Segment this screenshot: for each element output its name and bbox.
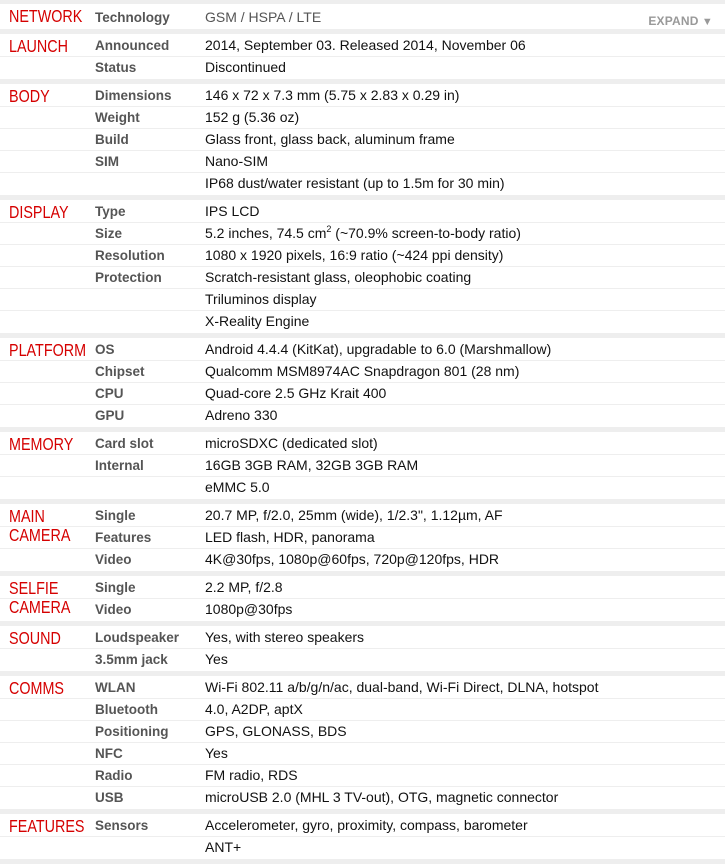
spec-row: [0, 56, 725, 78]
spec-row: [0, 360, 725, 382]
spec-label[interactable]: USB: [95, 790, 124, 805]
spec-value-text: (~70.9% screen-to-body ratio): [331, 225, 521, 241]
section-selfie-camera: [0, 576, 725, 626]
spec-value: 2.2 MP, f/2.8: [205, 579, 283, 595]
section-main-camera: [0, 504, 725, 576]
spec-label[interactable]: Single: [95, 508, 136, 523]
category-title-line: SELFIE: [9, 578, 59, 598]
spec-value: Adreno 330: [205, 407, 278, 423]
spec-value-text: 5.2 inches, 74.5 cm: [205, 225, 327, 241]
spec-value: LED flash, HDR, panorama: [205, 529, 375, 545]
spec-value: Yes: [205, 651, 228, 667]
spec-label[interactable]: Internal: [95, 458, 144, 473]
spec-label[interactable]: Technology: [95, 10, 170, 25]
spec-label[interactable]: Sensors: [95, 818, 149, 833]
spec-value: IP68 dust/water resistant (up to 1.5m for 30 min): [205, 175, 505, 191]
spec-label[interactable]: Card slot: [95, 436, 154, 451]
spec-label[interactable]: Dimensions: [95, 88, 172, 103]
spec-value: Quad-core 2.5 GHz Krait 400: [205, 385, 387, 401]
section-launch: [0, 34, 725, 84]
spec-row: [0, 201, 725, 222]
spec-value: FM radio, RDS: [205, 767, 298, 783]
section-memory: [0, 432, 725, 504]
spec-label[interactable]: Positioning: [95, 724, 169, 739]
superscript: 2: [326, 224, 332, 234]
spec-value: microUSB 2.0 (MHL 3 TV-out), OTG, magnetic connector: [205, 789, 559, 805]
spec-label[interactable]: Type: [95, 204, 126, 219]
spec-value: Nano-SIM: [205, 153, 269, 169]
spec-row: [0, 7, 725, 28]
section-platform: [0, 338, 725, 432]
spec-row: [0, 85, 725, 106]
spec-value: IPS LCD: [205, 203, 260, 219]
spec-row: [0, 339, 725, 360]
spec-row: [0, 106, 725, 128]
spec-row: [0, 310, 725, 332]
spec-row: [0, 742, 725, 764]
spec-row: [0, 526, 725, 548]
spec-label[interactable]: Status: [95, 60, 137, 75]
spec-label[interactable]: Radio: [95, 768, 133, 783]
spec-label[interactable]: Size: [95, 226, 123, 241]
spec-value: eMMC 5.0: [205, 479, 270, 495]
expand-button[interactable]: [648, 11, 713, 33]
spec-value: 16GB 3GB RAM, 32GB 3GB RAM: [205, 457, 419, 473]
category-title-line: MAIN: [9, 506, 45, 526]
spec-row: [0, 786, 725, 808]
spec-row: [0, 505, 725, 526]
spec-label[interactable]: Chipset: [95, 364, 145, 379]
spec-row: [0, 548, 725, 570]
spec-row: [0, 404, 725, 426]
spec-row: [0, 648, 725, 670]
spec-value: Yes: [205, 745, 228, 761]
spec-value: [205, 223, 521, 244]
spec-value: GSM / HSPA / LTE: [205, 9, 322, 25]
spec-value: Android 4.4.4 (KitKat), upgradable to 6.0 (Marshmallow): [205, 341, 552, 357]
spec-value: Qualcomm MSM8974AC Snapdragon 801 (28 nm): [205, 363, 520, 379]
spec-value: 20.7 MP, f/2.0, 25mm (wide), 1/2.3", 1.12µm, AF: [205, 507, 503, 523]
section-sound: [0, 626, 725, 676]
spec-label[interactable]: NFC: [95, 746, 123, 761]
category-title: NETWORK: [9, 6, 83, 26]
expand-label: EXPAND: [648, 14, 699, 28]
category-title: PLATFORM: [9, 340, 87, 360]
spec-row: [0, 476, 725, 498]
spec-row: [0, 266, 725, 288]
spec-label[interactable]: CPU: [95, 386, 124, 401]
spec-row: [0, 288, 725, 310]
spec-value: Scratch-resistant glass, oleophobic coating: [205, 269, 472, 285]
spec-value: microSDXC (dedicated slot): [205, 435, 378, 451]
spec-label[interactable]: Announced: [95, 38, 170, 53]
category-title: DISPLAY: [9, 202, 69, 222]
spec-row: [0, 598, 725, 620]
triangle-down-icon: ▼: [698, 16, 713, 28]
spec-value: 1080p@30fps: [205, 601, 293, 617]
spec-label[interactable]: WLAN: [95, 680, 136, 695]
spec-label[interactable]: GPU: [95, 408, 125, 423]
spec-row: [0, 150, 725, 172]
spec-value: 1080 x 1920 pixels, 16:9 ratio (~424 ppi density): [205, 247, 504, 263]
spec-value: Glass front, glass back, aluminum frame: [205, 131, 455, 147]
spec-label[interactable]: Resolution: [95, 248, 165, 263]
spec-value: Accelerometer, gyro, proximity, compass, barometer: [205, 817, 528, 833]
spec-value: 4.0, A2DP, aptX: [205, 701, 303, 717]
spec-value: ANT+: [205, 839, 242, 855]
spec-value: Yes, with stereo speakers: [205, 629, 365, 645]
spec-label[interactable]: Video: [95, 552, 132, 567]
section-features: [0, 814, 725, 864]
spec-row: [0, 128, 725, 150]
spec-row: [0, 222, 725, 244]
spec-row: [0, 720, 725, 742]
category-title: COMMS: [9, 678, 65, 698]
spec-label[interactable]: SIM: [95, 154, 120, 169]
spec-value: 2014, September 03. Released 2014, November 06: [205, 37, 526, 53]
spec-label[interactable]: Video: [95, 602, 132, 617]
spec-row: [0, 382, 725, 404]
spec-row: [0, 577, 725, 598]
spec-row: [0, 433, 725, 454]
category-title: SOUND: [9, 628, 61, 648]
spec-value: GPS, GLONASS, BDS: [205, 723, 347, 739]
spec-label[interactable]: Features: [95, 530, 152, 545]
spec-value: Triluminos display: [205, 291, 317, 307]
spec-label[interactable]: Bluetooth: [95, 702, 158, 717]
section-network: [0, 0, 725, 34]
spec-label[interactable]: Loudspeaker: [95, 630, 180, 645]
spec-label[interactable]: 3.5mm jack: [95, 652, 168, 667]
spec-value: Wi-Fi 802.11 a/b/g/n/ac, dual-band, Wi-Fi Direct, DLNA, hotspot: [205, 679, 599, 695]
category-title-line: CAMERA: [9, 525, 71, 545]
spec-row: [0, 677, 725, 698]
category-title: MEMORY: [9, 434, 74, 454]
spec-label[interactable]: Single: [95, 580, 136, 595]
spec-label[interactable]: Build: [95, 132, 129, 147]
spec-row: [0, 698, 725, 720]
category-title-line: CAMERA: [9, 597, 71, 617]
spec-row: [0, 764, 725, 786]
section-comms: [0, 676, 725, 814]
spec-value: Discontinued: [205, 59, 286, 75]
spec-value: 4K@30fps, 1080p@60fps, 720p@120fps, HDR: [205, 551, 500, 567]
spec-value: 146 x 72 x 7.3 mm (5.75 x 2.83 x 0.29 in): [205, 87, 460, 103]
section-body: [0, 84, 725, 200]
category-title: LAUNCH: [9, 36, 69, 56]
spec-value: 152 g (5.36 oz): [205, 109, 300, 125]
spec-row: [0, 35, 725, 56]
section-display: [0, 200, 725, 338]
spec-value: X-Reality Engine: [205, 313, 310, 329]
spec-row: [0, 172, 725, 194]
spec-label[interactable]: Protection: [95, 270, 162, 285]
spec-row: [0, 627, 725, 648]
spec-row: [0, 836, 725, 858]
category-title: FEATURES: [9, 816, 85, 836]
spec-row: [0, 244, 725, 266]
spec-row: [0, 815, 725, 836]
spec-row: [0, 454, 725, 476]
spec-label[interactable]: OS: [95, 342, 115, 357]
category-title: BODY: [9, 86, 50, 106]
spec-label[interactable]: Weight: [95, 110, 140, 125]
